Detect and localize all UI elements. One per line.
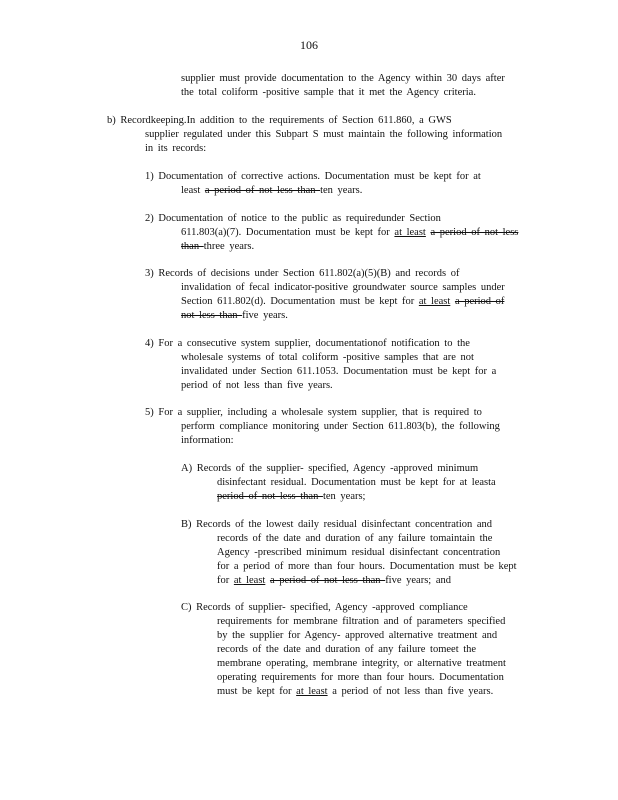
item-2 (145, 212, 441, 226)
struck-text: a period of (454, 296, 505, 307)
inserted-text: at least (418, 296, 451, 307)
inserted-text: at least (394, 227, 426, 238)
text-line: operating requirements for more than four hours. Documentation (217, 672, 504, 683)
text-line: perform compliance monitoring under Section 611.803(b), the following (181, 421, 500, 432)
text-line (181, 184, 362, 198)
item-b (181, 518, 492, 532)
text-line: information: (181, 435, 234, 446)
text-line: 5) For a supplier, including a wholesale system supplier, that is required to (145, 407, 482, 418)
intro-paragraph (181, 72, 505, 100)
item-3 (145, 267, 459, 281)
item-3-cont (181, 281, 505, 323)
text-line: disinfectant residual. Documentation must be kept for at leasta (217, 477, 496, 488)
text-run: ten years. (320, 185, 363, 196)
item-a-cont (217, 476, 496, 504)
inserted-text: at least (296, 686, 328, 697)
text-line: supplier regulated under this Subpart S must maintain the following information (145, 129, 503, 140)
text-line: B) Records of the lowest daily residual disinfectant concentration and (181, 519, 493, 530)
subsection-b-heading (107, 114, 452, 128)
struck-text: period of not less than (217, 491, 323, 502)
item-5 (145, 406, 482, 420)
struck-text: a period of not less than (204, 185, 321, 196)
item-2-cont (181, 226, 518, 254)
item-1-cont (181, 184, 362, 198)
subsection-b (107, 114, 452, 128)
text-line: 4) For a consecutive system supplier, documentationof notification to the (145, 338, 470, 349)
text-line: records of the date and duration of any failure tomeet the (217, 644, 477, 655)
text-line: supplier must provide documentation to the Agency within 30 days after (181, 73, 505, 84)
item-a (181, 462, 478, 476)
text-run: 611.803(a)(7). Documentation must be kept for (181, 227, 395, 238)
page-number: 106 (300, 38, 318, 52)
item-c-cont (217, 615, 506, 699)
text-line: Agency -prescribed minimum residual disinfectant concentration (217, 547, 501, 558)
text-line: A) Records of the supplier- specified, Agency -approved minimum (181, 463, 479, 474)
text-line: 1) Documentation of corrective actions. Documentation must be kept for at (145, 171, 481, 182)
text-line: in its records: (145, 143, 207, 154)
text-line: invalidated under Section 611.1053. Documentation must be kept for a (181, 366, 497, 377)
text-run: least (181, 185, 205, 196)
item-1 (145, 170, 481, 184)
subsection-b-body (145, 128, 502, 156)
text-line: period of not less than five years. (181, 380, 333, 391)
struck-text: not less than (181, 310, 243, 321)
text-line (217, 490, 496, 504)
text-line: for a period of more than four hours. Documentation must be kept (217, 561, 517, 572)
text-line (181, 240, 518, 254)
text-run: five years. (242, 310, 288, 321)
text-line (217, 574, 517, 588)
text-line: membrane operating, membrane integrity, or alternative treatment (217, 658, 506, 669)
item-4-cont (181, 351, 496, 393)
text-line: requirements for membrane filtration and of parameters specified (217, 616, 506, 627)
inserted-text: at least (233, 575, 266, 586)
text-line (181, 226, 518, 240)
item-b-cont (217, 532, 517, 588)
text-line (181, 309, 505, 323)
text-line: invalidation of fecal indicator-positive groundwater source samples under (181, 282, 505, 293)
text-run: five years; and (385, 575, 451, 586)
text-line: wholesale systems of total coliform -positive samples that are not (181, 352, 474, 363)
text-line: 2) Documentation of notice to the public as requiredunder Section (145, 213, 441, 224)
struck-text: a period of not less than (269, 575, 386, 586)
text-line (181, 295, 505, 309)
text-line: C) Records of supplier- specified, Agency -approved compliance (181, 602, 468, 613)
text-run: a period of not less than five years. (327, 686, 494, 697)
text-run: In addition to the requirements of Section 611.860, a GWS (186, 115, 452, 126)
struck-text: a period of not less (430, 227, 519, 238)
item-5-cont (181, 420, 500, 448)
text-run: must be kept for (217, 686, 297, 697)
text-line: the total coliform -positive sample that it met the Agency criteria. (181, 87, 476, 98)
text-line (217, 685, 506, 699)
text-run: three years. (203, 241, 255, 252)
item-c (181, 601, 468, 615)
text-line: 3) Records of decisions under Section 611.802(a)(5)(B) and records of (145, 268, 460, 279)
recordkeeping-label: b) Recordkeeping. (107, 115, 187, 126)
text-run: Section 611.802(d). Documentation must be kept for (181, 296, 419, 307)
text-line: records of the date and duration of any failure tomaintain the (217, 533, 493, 544)
text-run: ten years; (322, 491, 366, 502)
item-4 (145, 337, 470, 351)
text-line: by the supplier for Agency- approved alternative treatment and (217, 630, 498, 641)
text-run: for (217, 575, 234, 586)
struck-text: than (181, 241, 204, 252)
